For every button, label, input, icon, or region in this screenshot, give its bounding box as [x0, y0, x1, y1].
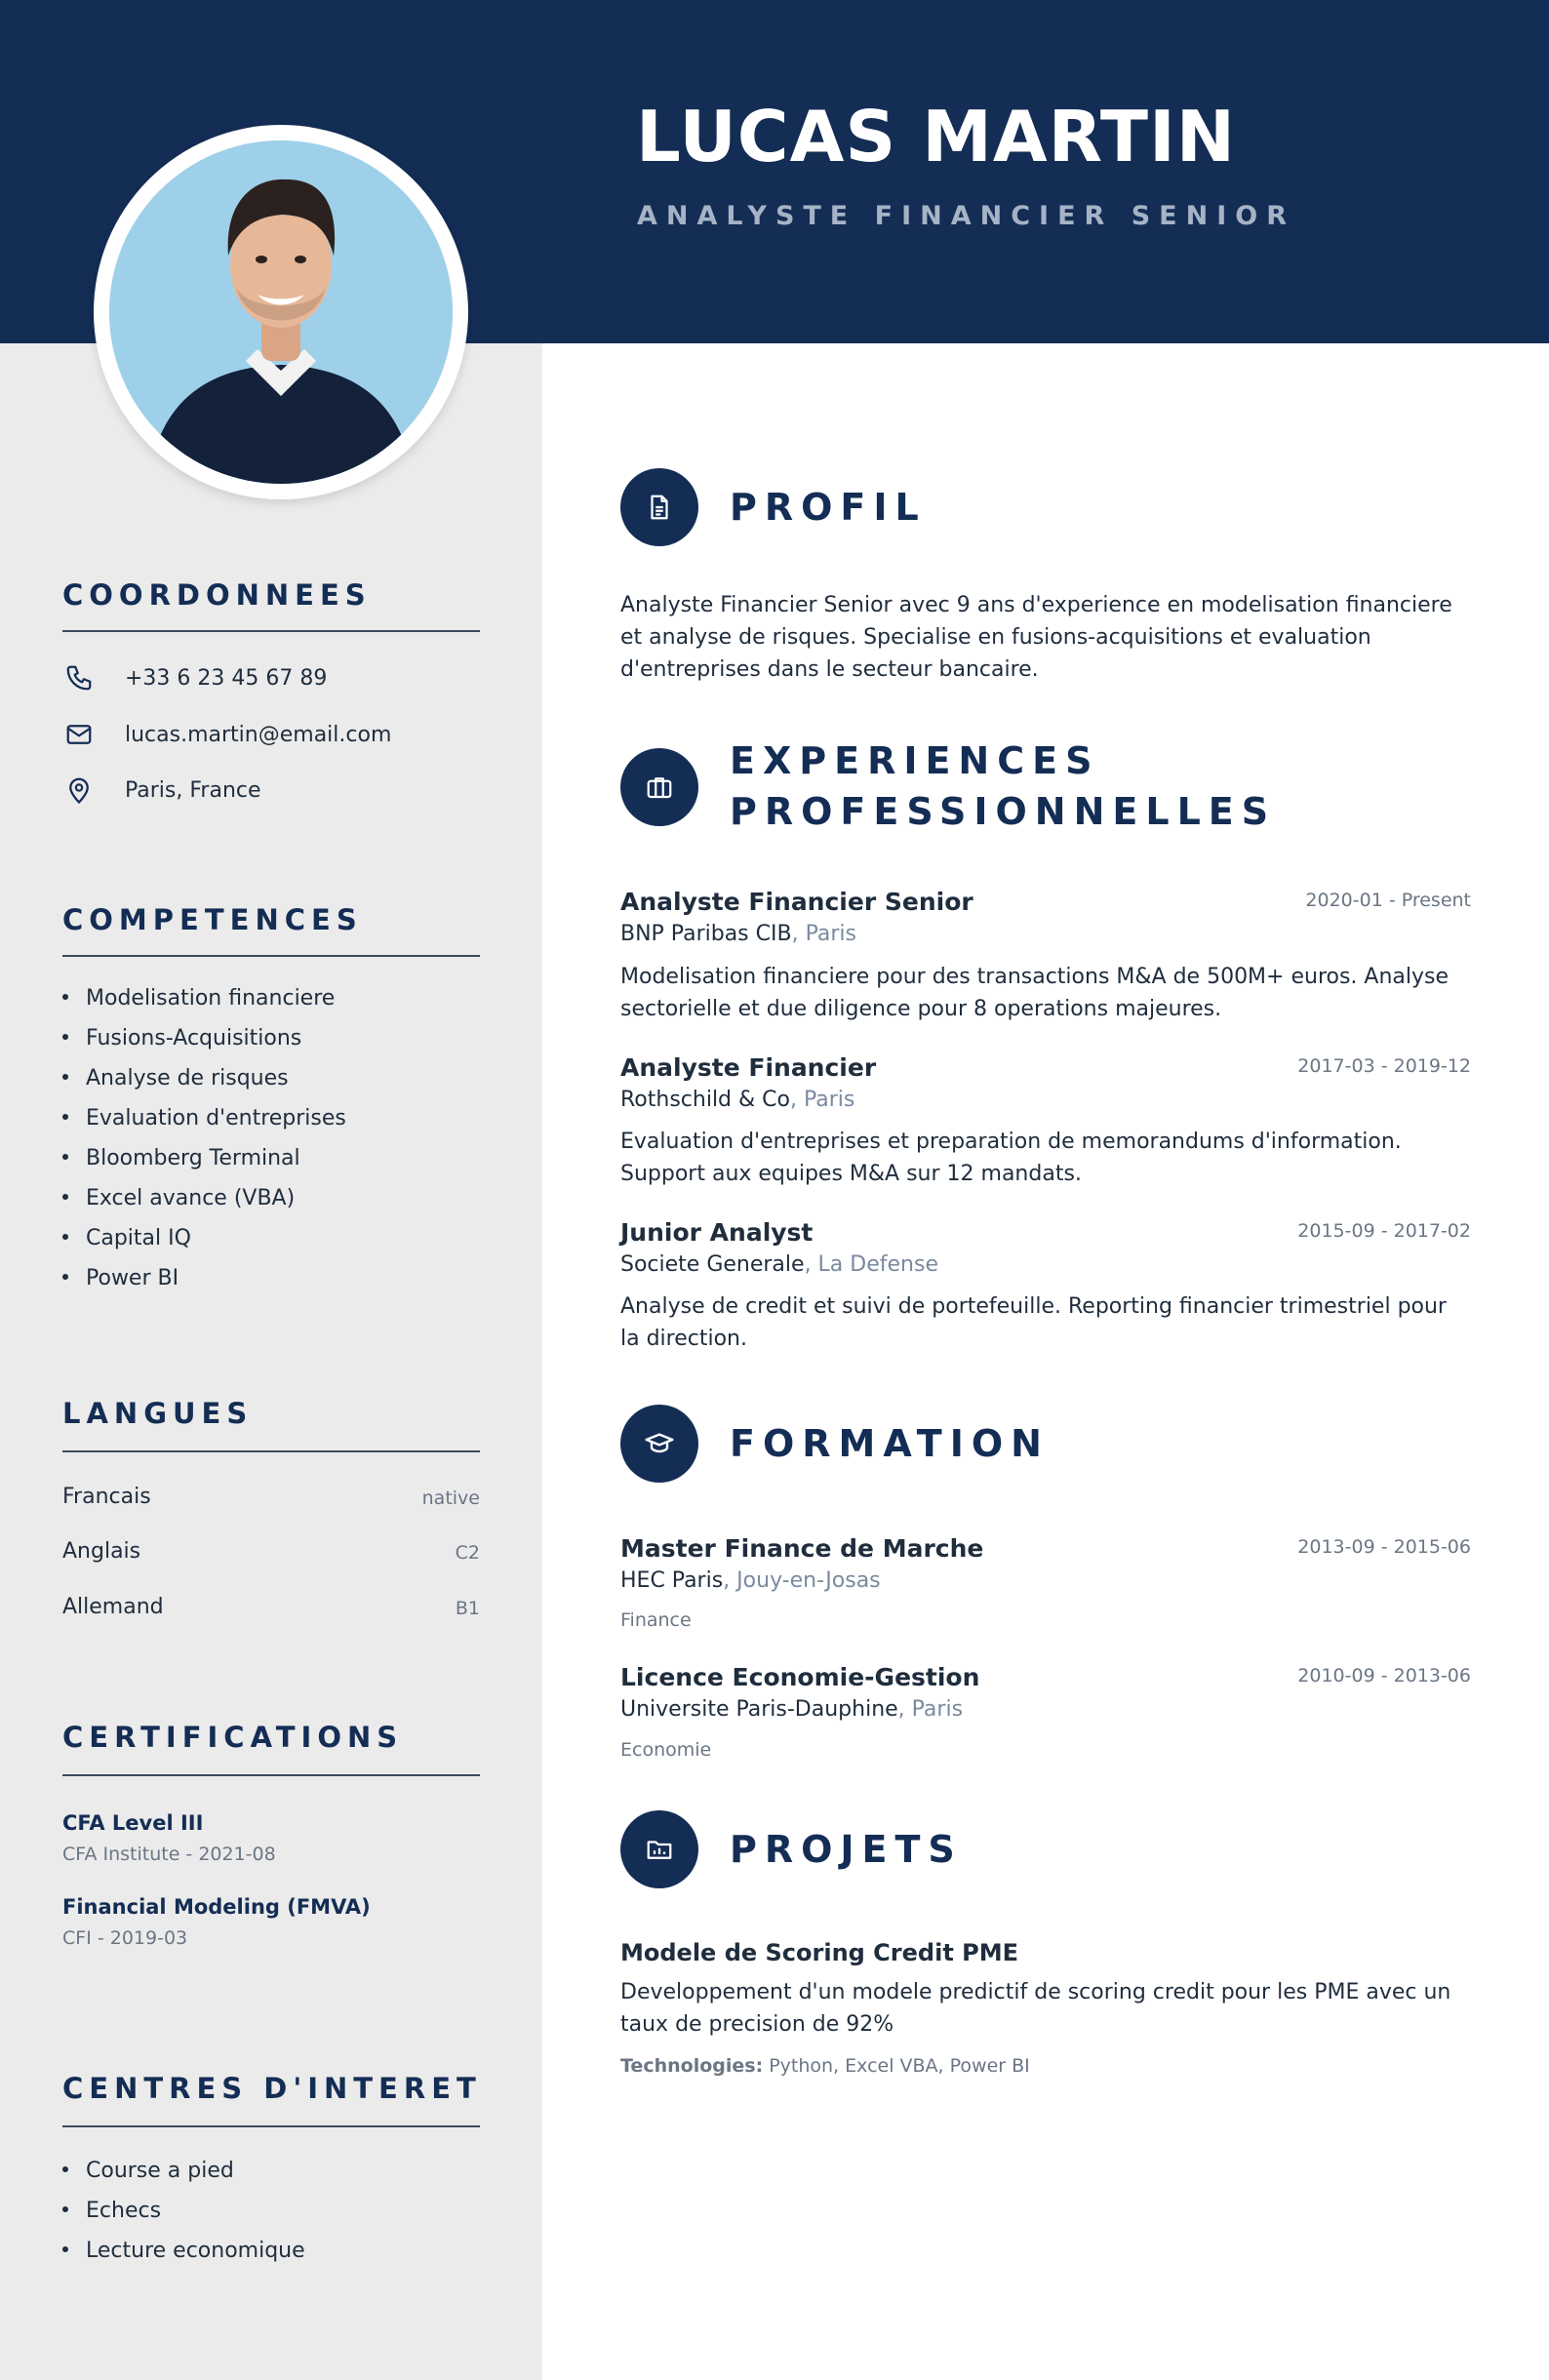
chart-folder-icon	[620, 1810, 698, 1888]
contact-location	[62, 774, 261, 807]
certification-name: Financial Modeling (FMVA)	[62, 1895, 371, 1919]
skill-item: Evaluation d'entreprises	[62, 1106, 346, 1130]
projects-title: PROJETS	[730, 1828, 963, 1871]
job-role: Analyste Financier Senior	[620, 888, 973, 916]
profile-photo	[94, 125, 468, 499]
contact-phone-text: +33 6 23 45 67 89	[125, 665, 328, 691]
project-name: Modele de Scoring Credit PME	[620, 1939, 1019, 1966]
profile-text: Analyste Financier Senior avec 9 ans d'experience en modelisation financiere et analyse de risques. Specialise en fusions-acquisitions et evaluation d'entreprises dans le secteur bancaire.	[620, 593, 1452, 682]
location-pin-icon	[62, 774, 96, 807]
certification-detail: CFA Institute - 2021-08	[62, 1844, 276, 1865]
degree-field: Finance	[620, 1609, 692, 1631]
degree-field: Economie	[620, 1739, 712, 1761]
job-dates: 2017-03 - 2019-12	[1297, 1055, 1471, 1077]
job-title: ANALYSTE FINANCIER SENIOR	[637, 201, 1295, 231]
divider	[62, 1774, 480, 1776]
degree-name: Master Finance de Marche	[620, 1534, 984, 1563]
school-name: HEC Paris, Jouy-en-Josas	[620, 1568, 881, 1593]
job-company: Societe Generale, La Defense	[620, 1252, 938, 1277]
project-technologies: Technologies: Python, Excel VBA, Power BI	[620, 2055, 1030, 2077]
profile-title: PROFIL	[730, 486, 927, 529]
job-role: Junior Analyst	[620, 1218, 814, 1247]
skill-item: Fusions-Acquisitions	[62, 1026, 301, 1051]
document-icon	[620, 468, 698, 546]
divider	[62, 1450, 480, 1452]
skill-item: Modelisation financiere	[62, 986, 335, 1011]
briefcase-icon	[620, 748, 698, 826]
person-name: LUCAS MARTIN	[636, 96, 1236, 178]
interest-item: Lecture economique	[62, 2239, 305, 2263]
contact-location-text: Paris, France	[125, 777, 261, 803]
skills-heading: COMPETENCES	[62, 903, 363, 936]
interest-item: Echecs	[62, 2199, 161, 2223]
language-level: B1	[455, 1598, 480, 1619]
experience-title-line1: EXPERIENCES	[730, 739, 1100, 782]
divider	[62, 955, 480, 957]
skill-item: Excel avance (VBA)	[62, 1186, 295, 1210]
job-description: Analyse de credit et suivi de portefeuille. Reporting financier trimestriel pour la direction.	[620, 1294, 1447, 1351]
job-company: BNP Paribas CIB, Paris	[620, 922, 856, 946]
contact-email-text: lucas.martin@email.com	[125, 722, 392, 747]
skill-item: Analyse de risques	[62, 1066, 289, 1091]
degree-dates: 2010-09 - 2013-06	[1297, 1665, 1471, 1686]
languages-heading: LANGUES	[62, 1397, 254, 1430]
certification-name: CFA Level III	[62, 1811, 204, 1835]
degree-dates: 2013-09 - 2015-06	[1297, 1536, 1471, 1558]
interest-item: Course a pied	[62, 2159, 234, 2183]
job-company: Rothschild & Co, Paris	[620, 1088, 855, 1112]
divider	[62, 630, 480, 632]
language-name: Anglais	[62, 1539, 141, 1564]
skill-item: Power BI	[62, 1266, 179, 1290]
interests-heading: CENTRES D'INTERET	[62, 2072, 482, 2105]
job-role: Analyste Financier	[620, 1053, 877, 1082]
experience-title	[730, 735, 1276, 837]
avatar	[109, 140, 453, 484]
language-level: C2	[455, 1542, 480, 1564]
skill-item: Capital IQ	[62, 1226, 191, 1250]
skill-item: Bloomberg Terminal	[62, 1146, 300, 1170]
school-name: Universite Paris-Dauphine, Paris	[620, 1697, 964, 1722]
education-title: FORMATION	[730, 1422, 1050, 1465]
language-name: Allemand	[62, 1595, 164, 1619]
graduation-cap-icon	[620, 1405, 698, 1483]
job-description: Modelisation financiere pour des transactions M&A de 500M+ euros. Analyse sectorielle et due diligence pour 8 operations majeures.	[620, 965, 1450, 1021]
phone-icon	[62, 661, 96, 694]
job-dates: 2020-01 - Present	[1305, 890, 1471, 911]
job-dates: 2015-09 - 2017-02	[1297, 1220, 1471, 1242]
language-name: Francais	[62, 1485, 151, 1509]
experience-title-line2: PROFESSIONNELLES	[730, 790, 1277, 833]
certifications-heading: CERTIFICATIONS	[62, 1721, 404, 1754]
certification-detail: CFI - 2019-03	[62, 1927, 188, 1949]
language-level: native	[421, 1488, 480, 1509]
contact-email	[62, 718, 392, 751]
project-description: Developpement d'un modele predictif de scoring credit pour les PME avec un taux de precision de 92%	[620, 1980, 1451, 2037]
divider	[62, 2125, 480, 2127]
mail-icon	[62, 718, 96, 751]
degree-name: Licence Economie-Gestion	[620, 1663, 980, 1691]
contact-phone	[62, 661, 328, 694]
contact-heading: COORDONNEES	[62, 578, 372, 612]
job-description: Evaluation d'entreprises et preparation de memorandums d'information. Support aux equipes M&A sur 12 mandats.	[620, 1130, 1402, 1186]
